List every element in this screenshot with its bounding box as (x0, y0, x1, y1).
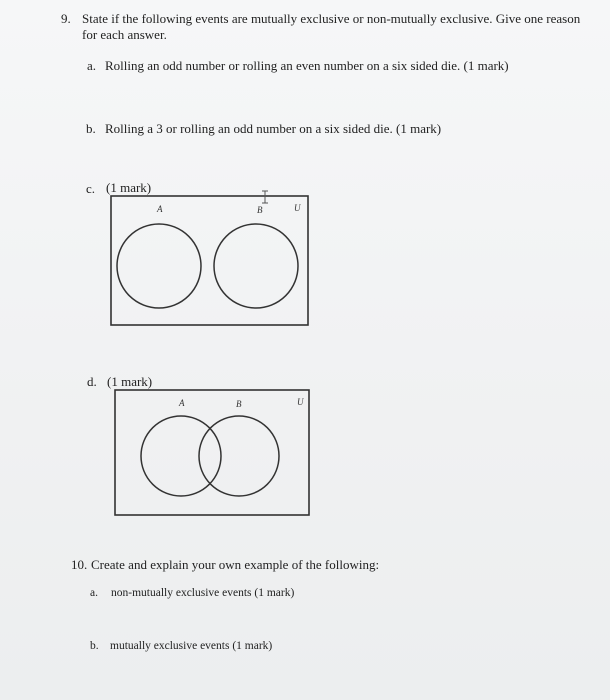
q9-prompt-line2: for each answer. (82, 27, 167, 42)
venn-c-label-b: B (257, 205, 263, 215)
q9-prompt-line1: State if the following events are mutually exclusive or non-mutually exclusive. Give one reason (82, 11, 581, 26)
venn-c-label-a: A (157, 204, 163, 214)
venn-d-label-a: A (179, 398, 185, 408)
q10a-letter: a. (90, 587, 98, 599)
q9d-text: (1 mark) (107, 374, 153, 389)
q10-prompt: Create and explain your own example of the following: (91, 557, 380, 572)
venn-d-label-u: U (297, 397, 304, 407)
q9b-text: Rolling a 3 or rolling an odd number on a six sided die. (1 mark) (105, 121, 442, 136)
universal-set-box (115, 390, 309, 515)
q9a-text: Rolling an odd number or rolling an even number on a six sided die. (1 mark) (105, 58, 509, 73)
q9c-text: (1 mark) (106, 180, 152, 195)
q9b-letter: b. (86, 121, 96, 136)
q10b-letter: b. (90, 640, 99, 652)
set-a-circle (141, 416, 221, 496)
set-b-circle (199, 416, 279, 496)
q10a-text: non-mutually exclusive events (1 mark) (111, 587, 295, 599)
q10-number: 10. (71, 557, 88, 572)
q9a-letter: a. (87, 58, 97, 73)
venn-c-label-u: U (294, 203, 301, 213)
venn-d-label-b: B (236, 399, 242, 409)
q9-number: 9. (61, 11, 71, 26)
q9c-letter: c. (86, 181, 96, 196)
q10b-text: mutually exclusive events (1 mark) (110, 640, 273, 652)
q9d-letter: d. (87, 374, 97, 389)
